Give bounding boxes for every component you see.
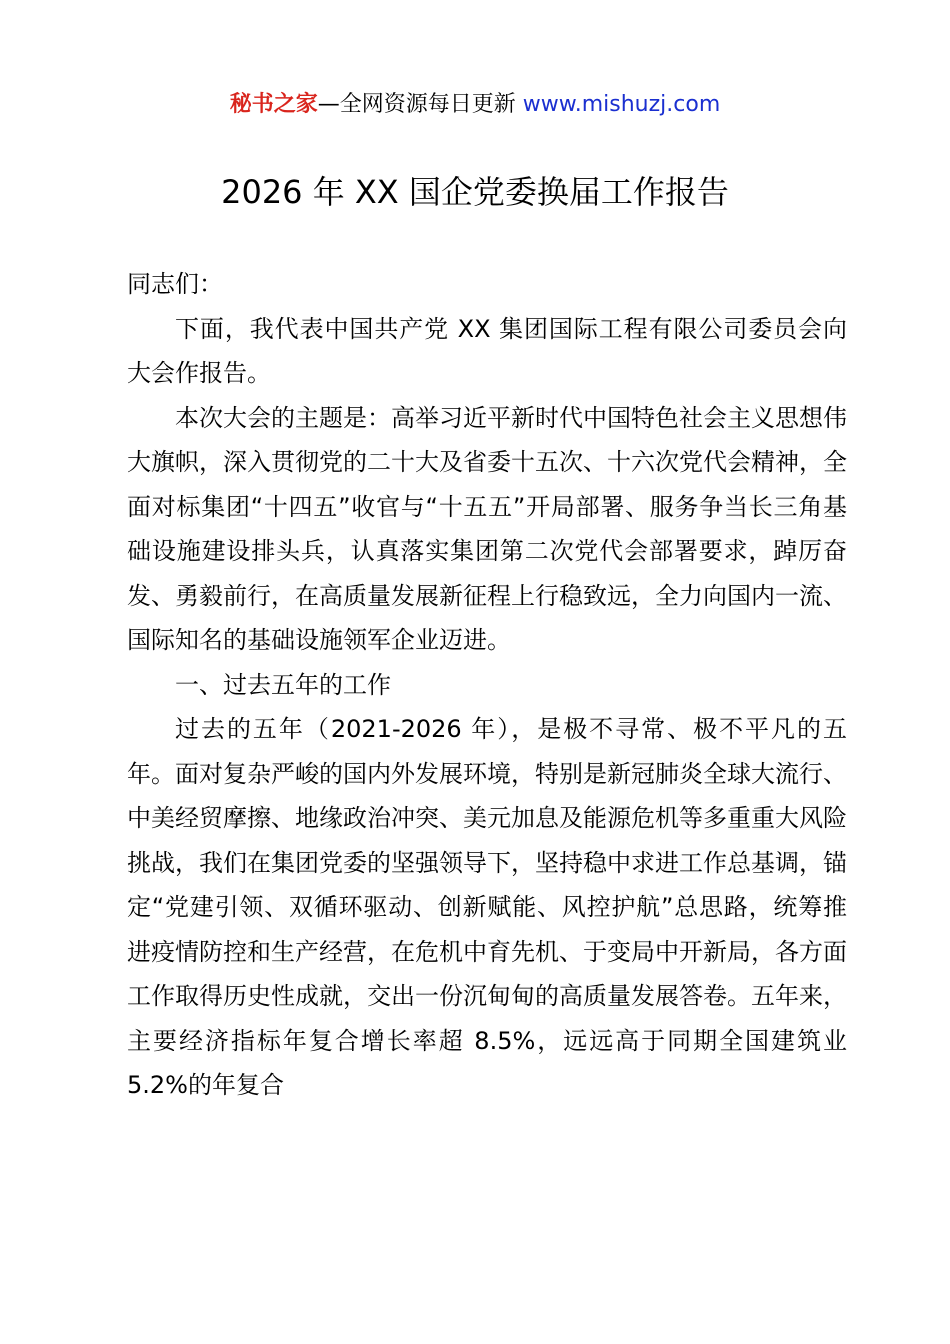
paragraph-intro: 下面，我代表中国共产党 XX 集团国际工程有限公司委员会向大会作报告。 xyxy=(127,314,847,387)
header-tagline: —全网资源每日更新 xyxy=(317,92,523,117)
site-url-link[interactable]: www.mishuzj.com xyxy=(522,92,721,117)
document-body xyxy=(127,262,847,1108)
salutation: 同志们： xyxy=(127,270,223,298)
brand-name: 秘书之家 xyxy=(229,92,318,117)
site-header xyxy=(0,88,950,122)
paragraph-theme: 本次大会的主题是：高举习近平新时代中国特色社会主义思想伟大旗帜，深入贯彻党的二十大及省委十五次、十六次党代会精神，全面对标集团“十四五”收官与“十五五”开局部署、服务争当长三角基础设施建设排头兵，认真落实集团第二次党代会部署要求，踔厉奋发、勇毅前行，在高质量发展新征程上行稳致远，全力向国内一流、国际知名的基础设施领军企业迈进。 xyxy=(127,403,847,654)
document-title: 2026 年 XX 国企党委换届工作报告 xyxy=(221,173,729,211)
paragraph-review: 过去的五年（2021-2026 年），是极不寻常、极不平凡的五年。面对复杂严峻的国内外发展环境，特别是新冠肺炎全球大流行、中美经贸摩擦、地缘政治冲突、美元加息及能源危机等多重重大风险挑战，我们在集团党委的坚强领导下，坚持稳中求进工作总基调，锚定“党建引领、双循环驱动、创新赋能、风控护航”总思路，统筹推进疫情防控和生产经营，在危机中育先机、于变局中开新局，各方面工作取得历史性成就，交出一份沉甸甸的高质量发展答卷。五年来，主要经济指标年复合增长率超 8.5%，远远高于同期全国建筑业 5.2%的年复合 xyxy=(127,715,847,1099)
section-heading: 一、过去五年的工作 xyxy=(175,670,391,699)
